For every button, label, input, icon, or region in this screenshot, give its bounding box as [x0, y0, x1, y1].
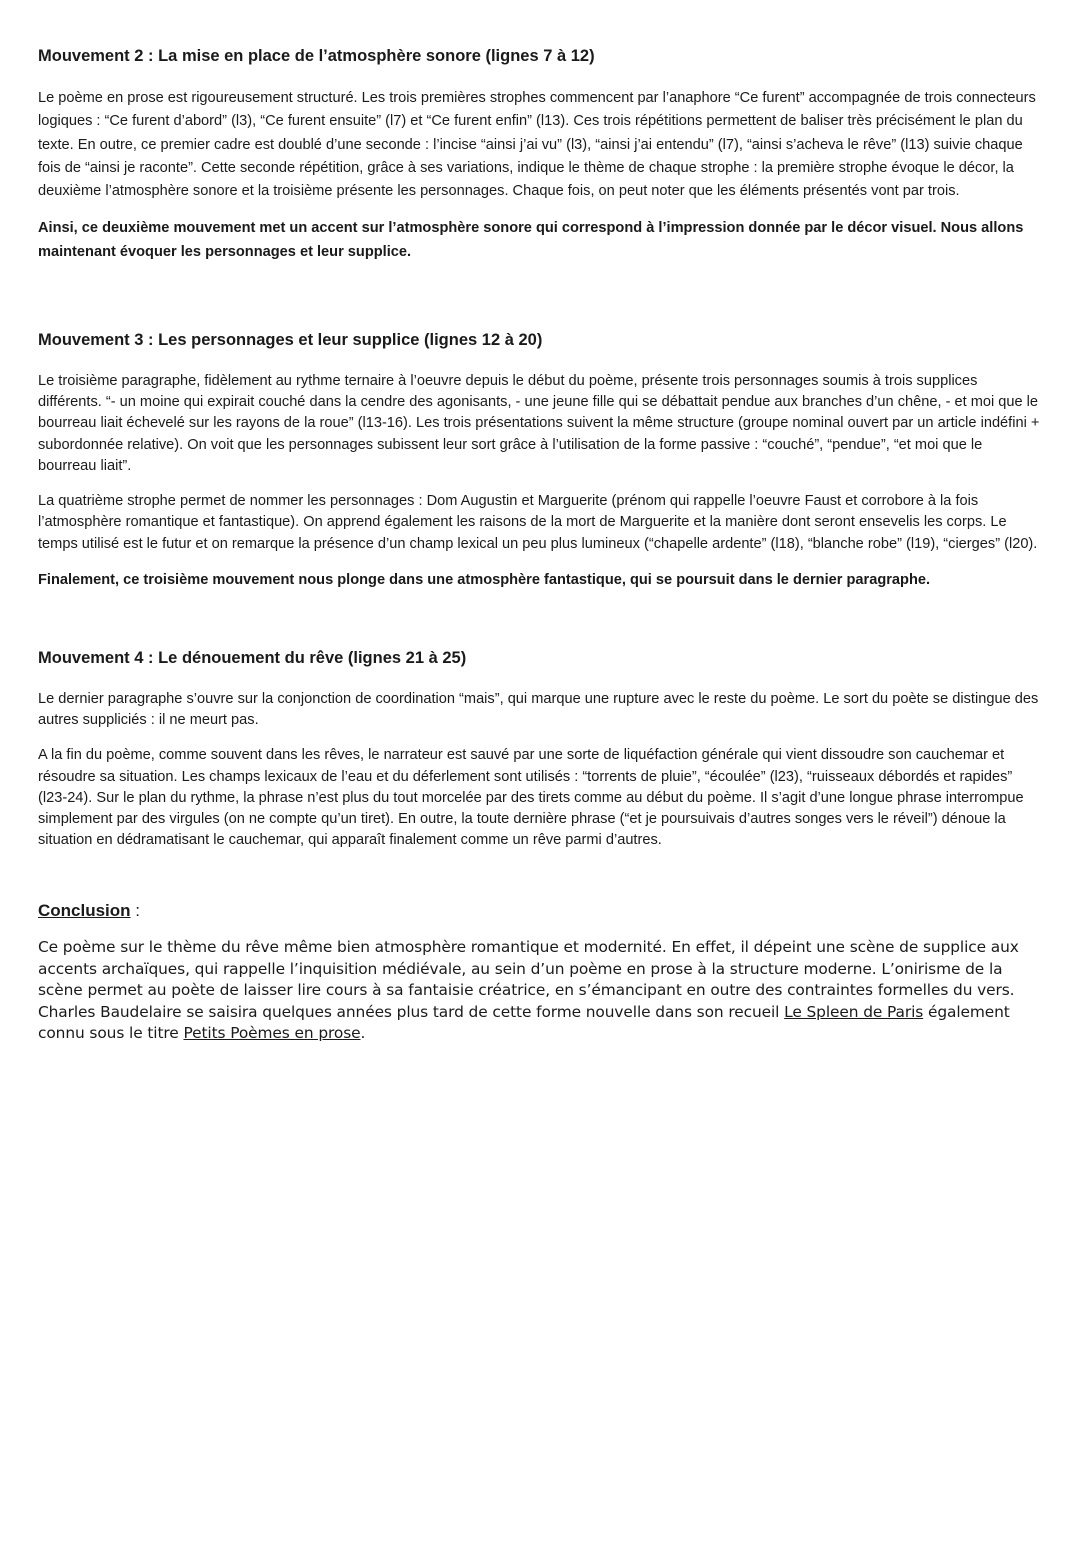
- spacer: [38, 278, 1044, 328]
- section-heading: Mouvement 4 : Le dénouement du rêve (lignes 21 à 25): [38, 649, 467, 667]
- conclusion-text: Ce poème sur le thème du rêve même bien atmosphère romantique et modernité. En effet, il dépeint une scène de supplice aux accents archaïques, qui rappelle l’inquisition médiévale, au sein d’un poème en prose à la structure moderne. L’onirisme de la scène permet au poète de laisser lire cours à sa fantaisie créatrice, en s’émancipant en outre des contraintes formelles du vers. Charles Baudelaire se saisira quelques années plus tard de cette forme nouvelle dans son recueil: [38, 938, 1019, 1021]
- document-page: [38, 44, 1044, 1059]
- spacer: [38, 865, 1044, 899]
- conclusion-paragraph: [38, 937, 1044, 1045]
- paragraph: Le poème en prose est rigoureusement structuré. Les trois premières strophes commencent par l’anaphore “Ce furent” accompagnée de trois connecteurs logiques : “Ce furent d’abord” (l3), “Ce furent ensuite” (l7) et “Ce furent enfin” (l13). Ces trois répétitions permettent de baliser très précisément le plan du texte. En outre, ce premier cadre est doublé d’une seconde : l’incise “ainsi j’ai vu” (l3), “ainsi j’ai entendu” (l7), “ainsi s’acheva le rêve” (l13) suivie chaque fois de “ainsi je raconte”. Cette seconde répétition, grâce à ses variations, indique le thème de chaque strophe : la première strophe évoque le décor, la deuxième l’atmosphère sonore et la troisième présente les personnages. Chaque fois, on peut noter que les éléments présentés vont par trois.: [38, 90, 1036, 200]
- conclusion-heading-colon: :: [130, 901, 141, 921]
- paragraph: A la fin du poème, comme souvent dans les rêves, le narrateur est sauvé par une sorte de liquéfaction générale qui vient dissoudre son cauchemar et résoudre sa situation. Les champs lexicaux de l’eau et du déferlement sont utilisés : “torrents de pluie”, “écoulée” (l23), “ruisseaux débordés et rapides” (l23-24). Sur le plan du rythme, la phrase n’est plus du tout morcelée par des tirets comme au début du poème. Il s’agit d’une longue phrase interrompue simplement par des virgules (on ne compte qu’un tiret). En outre, la toute dernière phrase (“et je poursuivais d’autres songes vers le réveil”) dénoue la situation en dédramatisant le cauchemar, qui apparaît finalement comme un rêve parmi d’autres.: [38, 747, 1024, 849]
- paragraph: Le dernier paragraphe s’ouvre sur la conjonction de coordination “mais”, qui marque une rupture avec le reste du poème. Le sort du poète se distingue des autres suppliciés : il ne meurt pas.: [38, 691, 1039, 729]
- book-title-petits-poemes: Petits Poèmes en prose: [183, 1024, 361, 1043]
- conclusion-heading: [38, 899, 1044, 923]
- conclusion-text: également connu sous le titre: [38, 1002, 1010, 1043]
- conclusion-text: .: [360, 1024, 366, 1043]
- section-heading: Mouvement 2 : La mise en place de l’atmosphère sonore (lignes 7 à 12): [38, 47, 595, 65]
- book-title-spleen: Le Spleen de Paris: [784, 1002, 924, 1021]
- transition-paragraph: Finalement, ce troisième mouvement nous plonge dans une atmosphère fantastique, qui se poursuit dans le dernier paragraphe.: [38, 571, 931, 588]
- conclusion-heading-label: Conclusion: [38, 901, 131, 921]
- spacer: [38, 606, 1044, 646]
- section-heading: Mouvement 3 : Les personnages et leur supplice (lignes 12 à 20): [38, 331, 543, 350]
- section-conclusion: [38, 899, 1044, 1045]
- paragraph: Le troisième paragraphe, fidèlement au rythme ternaire à l’oeuvre depuis le début du poème, présente trois personnages soumis à trois supplices différents. “- un moine qui expirait couché dans la cendre des agonisants, - une jeune fille qui se débattait pendue aux branches d’un chêne, - et moi que le bourreau liait échevelé sur les rayons de la roue” (l13-16). Les trois présentations suivent la même structure (groupe nominal ouvert par un article indéfini + subordonnée relative). On voit que les personnages subissent leur sort grâce à l’utilisation de la forme passive : “couché”, “pendue”, “et moi que le bourreau liait”.: [38, 373, 1040, 474]
- section-mouvement-2: [38, 44, 1044, 264]
- transition-paragraph: Ainsi, ce deuxième mouvement met un accent sur l’atmosphère sonore qui correspond à l’impression donnée par le décor visuel. Nous allons maintenant évoquer les personnages et leur supplice.: [38, 220, 1024, 260]
- section-mouvement-3: [38, 328, 1044, 592]
- paragraph: La quatrième strophe permet de nommer les personnages : Dom Augustin et Marguerite (prénom qui rappelle l’oeuvre Faust et corrobore à la fois l’atmosphère romantique et fantastique). On apprend également les raisons de la mort de Marguerite et la manière dont seront ensevelis les corps. Le temps utilisé est le futur et on remarque la présence d’un champ lexical un peu plus lumineux (“chapelle ardente” (l18), “blanche robe” (l19), “cierges” (l20).: [38, 493, 1038, 552]
- section-mouvement-4: [38, 646, 1044, 851]
